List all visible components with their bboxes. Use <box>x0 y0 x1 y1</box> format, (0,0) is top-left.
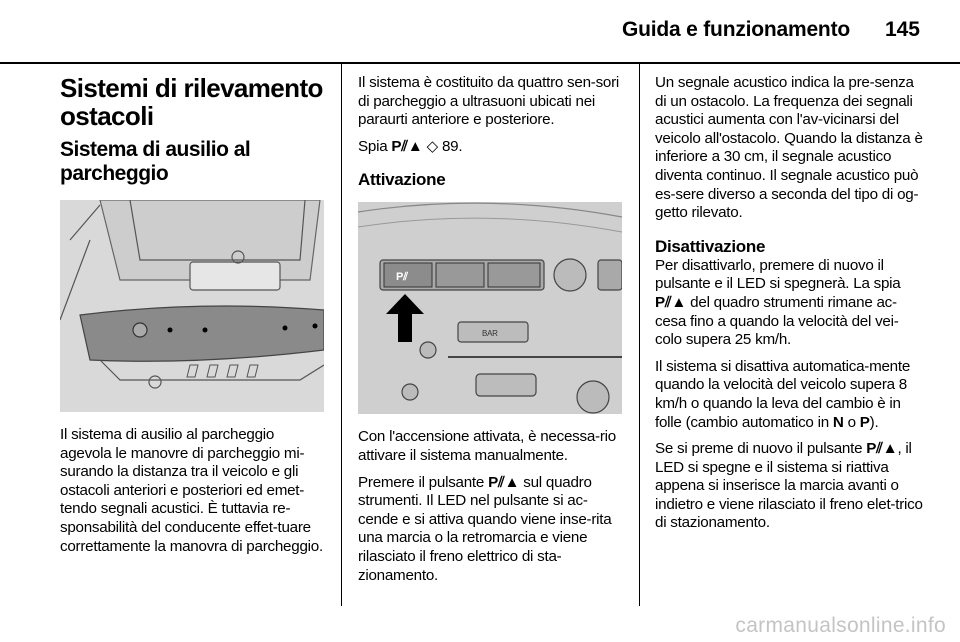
park-assist-icon: P⫽▲ <box>391 137 423 155</box>
page-ref: 89. <box>441 137 463 155</box>
reactivation-para <box>655 440 923 533</box>
deactivation-para-2 <box>655 358 923 432</box>
park-assist-icon: P⫽▲ <box>866 440 898 458</box>
deactivation-para-2-start: Il sistema si disattiva automatica-mente quando la velocità del veicolo supera 8 km/h o quando la leva del cambio è in folle (cambio automatico in <box>655 357 911 431</box>
reactivation-para-start: Se si preme di nuovo il pulsante <box>655 440 863 458</box>
column-divider-right <box>639 64 640 606</box>
park-assist-icon: P⫽▲ <box>655 293 687 311</box>
section-title: Sistemi di rilevamento ostacoli <box>60 73 323 131</box>
reactivation-para-end: , il LED si spegne e il sistema si riattiva appena si inserisce la marcia avanti o indietro e viene rilasciato il freno elet-trico di stazionamento. <box>655 440 923 532</box>
activation-heading: Attivazione <box>358 170 446 190</box>
sensor-description: Il sistema è costituito da quattro sen-sori di parcheggio a ultrasuoni ubicati nei paraurti anteriore e posteriore. <box>358 74 620 129</box>
subsection-title: Sistema di ausilio al parcheggio <box>60 138 251 185</box>
gear-p: P <box>859 413 870 431</box>
deactivation-para-1 <box>655 257 923 350</box>
activation-para-2-start: Premere il pulsante <box>358 473 485 491</box>
activation-para-1: Con l'accensione attivata, è necessa-rio attivare il sistema manualmente. <box>358 428 616 464</box>
column-1 <box>60 74 328 564</box>
svg-text:P⫽: P⫽ <box>396 271 408 284</box>
acoustic-signal-para: Un segnale acustico indica la pre-senza di un ostacolo. La frequenza dei segnali acustici aumenta con l'av-vicinarsi del veicolo all'ostacolo. Quando la distanza è inferiore a 30 cm, il segnale acustico diventa continuo. Il segnale acustico può es-sere diverso a seconda del tipo di og-getto rilevato. <box>655 74 923 222</box>
deactivation-para-1-start: Per disattivarlo, premere di nuovo il pulsante e il LED si spegnerà. La spia <box>655 256 901 293</box>
bar-button-label: BAR <box>482 329 498 339</box>
conjunction-o: o <box>847 413 856 431</box>
activation-para-2 <box>358 474 626 586</box>
intro-paragraph: Il sistema di ausilio al parcheggio agevola le manovre di parcheggio mi-surando la distanza tra il veicolo e gli ostacoli anteriori e posteriori ed emet-tendo segnali acustici. È tuttavia re-sponsabilità del conducente effet-tuare correttamente la manovra di parcheggio. <box>60 426 323 555</box>
header-rule <box>0 62 960 64</box>
deactivation-para-1-end: del quadro strumenti rimane ac-cesa fino a quando la velocità del vei-colo supera 25 km/h. <box>655 293 899 349</box>
activation-para-2-end: sul quadro strumenti. Il LED nel pulsante si ac-cende e si attiva quando viene inse-rita una marcia o la retromarcia e viene rilasciato il freno elettrico di sta-zionamento. <box>358 473 612 584</box>
car-rear-bumper-illustration <box>60 200 324 412</box>
watermark: carmanualsonline.info <box>735 614 946 637</box>
column-2 <box>358 74 626 593</box>
column-3 <box>655 74 923 541</box>
deactivation-heading: Disattivazione <box>655 236 766 256</box>
page-number: 145 <box>884 18 920 41</box>
warning-light-reference <box>358 138 626 157</box>
spia-label: Spia <box>358 137 388 155</box>
dashboard-button-illustration <box>358 202 622 414</box>
car-rear-illustration-svg <box>60 200 324 412</box>
dashboard-illustration-svg <box>358 202 622 414</box>
park-assist-icon: P⫽▲ <box>488 473 520 491</box>
deactivation-para-2-end: ). <box>869 413 879 431</box>
column-divider-left <box>341 64 342 606</box>
running-header-title: Guida e funzionamento <box>622 18 850 41</box>
gear-n: N <box>832 413 844 431</box>
page-ref-arrow-icon: ◇ <box>426 137 438 155</box>
